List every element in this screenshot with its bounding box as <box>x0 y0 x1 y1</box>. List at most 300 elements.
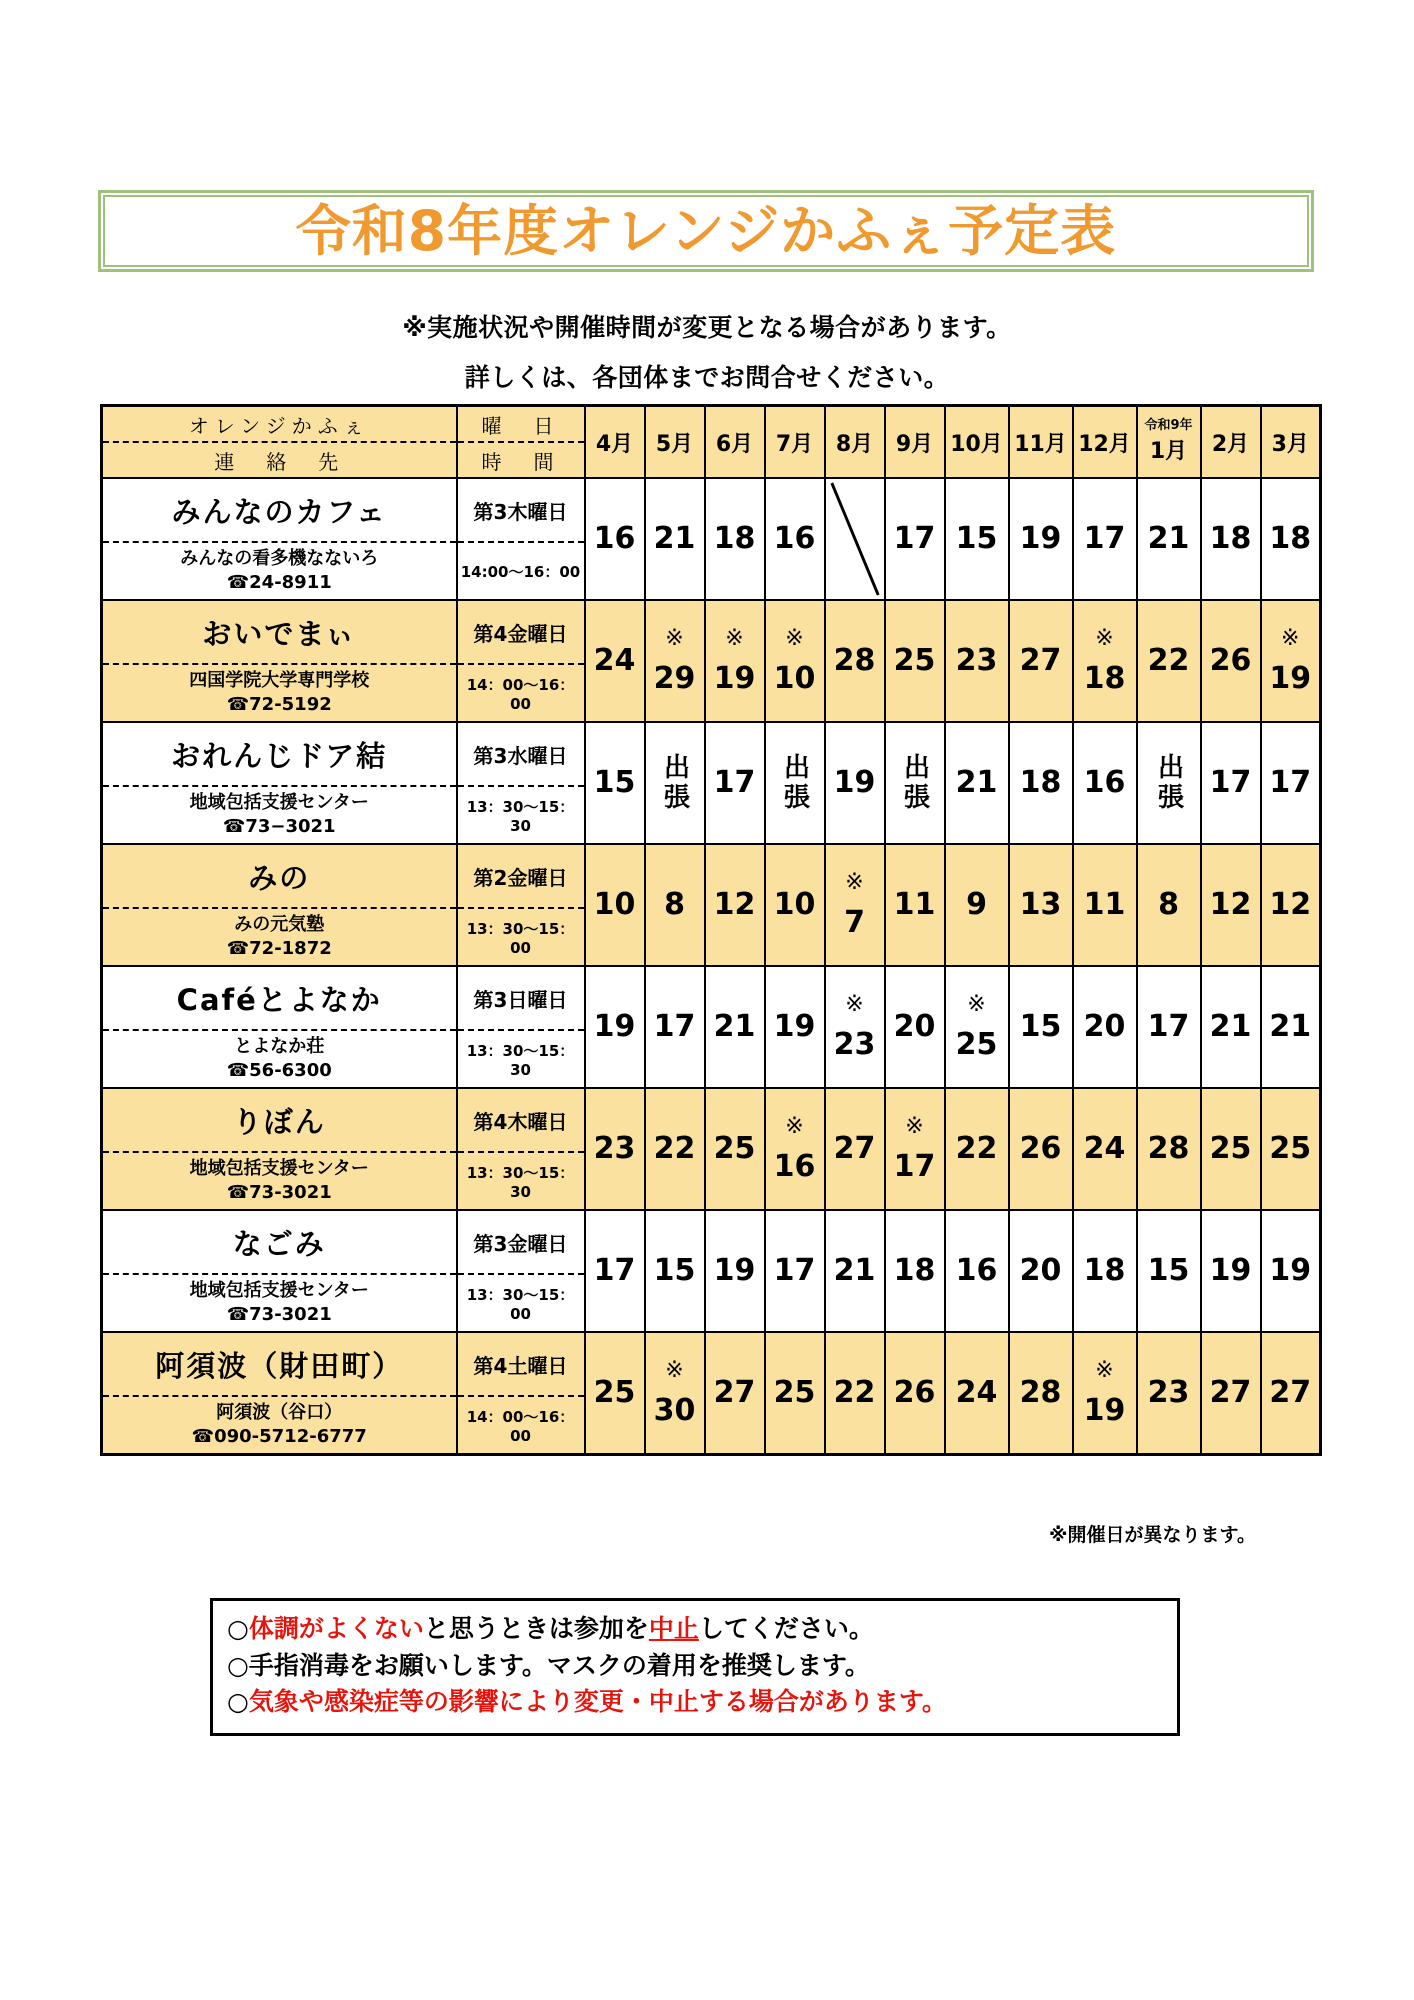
date-cell-content <box>946 967 1008 1087</box>
cell-dayofweek-time <box>457 478 585 600</box>
cell-date-month-9 <box>1073 844 1137 966</box>
date-cell-content <box>706 967 764 1087</box>
cell-date-month-12 <box>1261 1088 1321 1210</box>
date-cell-content <box>1262 723 1320 843</box>
date-number: 26 <box>1209 643 1252 678</box>
date-cell-content <box>646 1333 704 1453</box>
cell-date-month-9 <box>1073 1210 1137 1332</box>
header-month-4: 7月 <box>765 406 825 479</box>
cell-date-month-12 <box>1261 1332 1321 1455</box>
cell-date-month-9 <box>1073 966 1137 1088</box>
date-cell-content <box>706 1211 764 1331</box>
date-number: 22 <box>833 1375 876 1410</box>
date-cell-content <box>1138 845 1200 965</box>
table-footnote: ※開催日が異なります。 <box>1049 1524 1256 1546</box>
cell-date-month-12 <box>1261 478 1321 600</box>
date-cell-content <box>766 479 824 599</box>
cell-date-month-9 <box>1073 478 1137 600</box>
date-number: 27 <box>1269 1375 1312 1410</box>
cell-date-month-2 <box>645 1088 705 1210</box>
header-dayofweek: 曜 日 <box>458 407 584 443</box>
date-number: 16 <box>593 521 636 556</box>
header-month-8: 11月 <box>1009 406 1073 479</box>
cell-date-month-1 <box>585 1088 645 1210</box>
notice-text-segment: ○手指消毒をお願いします。マスクの着用を推奨します。 <box>227 1650 870 1680</box>
time-value: 13：30〜15：00 <box>466 919 575 957</box>
date-vertical-text: 出張 <box>1153 753 1184 813</box>
date-cell-content <box>646 723 704 843</box>
date-number: 13 <box>1019 887 1062 922</box>
cell-date-month-11 <box>1201 966 1261 1088</box>
date-cell-content <box>706 845 764 965</box>
header-month-3: 6月 <box>705 406 765 479</box>
cell-date-month-11 <box>1201 1088 1261 1210</box>
date-cell-content <box>826 1089 884 1209</box>
cell-date-month-10 <box>1137 1088 1201 1210</box>
dayofweek-value: 第4土曜日 <box>458 1333 584 1397</box>
date-cell-content <box>886 1089 944 1209</box>
organization-phone: ☎72-5192 <box>226 694 332 716</box>
cell-dayofweek-time <box>457 844 585 966</box>
dayofweek-value: 第4金曜日 <box>458 601 584 665</box>
date-number: 28 <box>833 643 876 678</box>
organization-phone: ☎73-3021 <box>226 1182 332 1204</box>
cell-date-month-7 <box>945 1332 1009 1455</box>
notice-line-3 <box>227 1684 1163 1721</box>
date-cell-content <box>586 601 644 721</box>
date-cell-content <box>1010 845 1072 965</box>
date-number: 24 <box>593 643 636 678</box>
time-value: 14：00〜16：00 <box>466 1407 575 1445</box>
schedule-table <box>100 404 1322 1456</box>
notice-line-2 <box>227 1648 1163 1685</box>
table-row <box>102 600 1321 722</box>
date-cell-content <box>1074 1211 1136 1331</box>
cell-dayofweek-time <box>457 1088 585 1210</box>
dayofweek-value: 第4木曜日 <box>458 1089 584 1153</box>
date-number: 21 <box>1147 521 1190 556</box>
cell-date-month-3 <box>705 722 765 844</box>
time-value: 13：30〜15：30 <box>466 1163 575 1201</box>
date-number: 17 <box>893 1148 936 1184</box>
date-cell-content <box>1202 1211 1260 1331</box>
cell-date-month-11 <box>1201 600 1261 722</box>
cell-date-month-5 <box>825 722 885 844</box>
date-cell-content <box>886 845 944 965</box>
date-number: 16 <box>773 521 816 556</box>
organization-place: 阿須波（谷口） <box>216 1402 343 1424</box>
cell-date-month-12 <box>1261 600 1321 722</box>
cell-date-month-12 <box>1261 966 1321 1088</box>
date-number: 18 <box>713 521 756 556</box>
subnote-line-1: ※実施状況や開催時間が変更となる場合があります。 <box>402 313 1012 342</box>
date-cell-content <box>946 1211 1008 1331</box>
date-number: 27 <box>1209 1375 1252 1410</box>
organization-place: 四国学院大学専門学校 <box>189 670 370 692</box>
cell-date-month-1 <box>585 722 645 844</box>
cell-date-month-7 <box>945 600 1009 722</box>
organization-place: 地域包括支援センター <box>189 1158 369 1180</box>
date-cell-content <box>766 967 824 1087</box>
date-number: 21 <box>713 1009 756 1044</box>
header-month-1: 4月 <box>585 406 645 479</box>
cell-date-month-6 <box>885 1332 945 1455</box>
cell-date-month-6 <box>885 966 945 1088</box>
date-cell-content <box>1074 723 1136 843</box>
date-number: 28 <box>1147 1131 1190 1166</box>
date-number: 17 <box>773 1253 816 1288</box>
date-cell-content <box>1262 1333 1320 1453</box>
header-month-10: 令和9年 1月 <box>1137 406 1201 479</box>
date-cell-content <box>766 845 824 965</box>
different-date-marker-icon: ※ <box>845 992 864 1018</box>
date-number: 11 <box>1083 887 1126 922</box>
organization-phone: ☎090-5712-6777 <box>191 1426 367 1448</box>
date-cell-content <box>1074 845 1136 965</box>
date-number: 25 <box>955 1026 998 1062</box>
cell-date-month-7 <box>945 966 1009 1088</box>
cell-date-month-4 <box>765 844 825 966</box>
date-number: 25 <box>1209 1131 1252 1166</box>
cell-date-month-8 <box>1009 478 1073 600</box>
cell-date-month-1 <box>585 1332 645 1455</box>
cell-date-month-9 <box>1073 1332 1137 1455</box>
organization-phone: ☎56-6300 <box>226 1060 332 1082</box>
cell-date-month-2 <box>645 966 705 1088</box>
cell-date-month-10 <box>1137 966 1201 1088</box>
date-number: 17 <box>1269 765 1312 800</box>
different-date-marker-icon: ※ <box>905 1114 924 1140</box>
date-number: 25 <box>893 643 936 678</box>
cell-dayofweek-time <box>457 600 585 722</box>
date-number: 25 <box>773 1375 816 1410</box>
date-number: 20 <box>1019 1253 1062 1288</box>
subnote-line-2: 詳しくは、各団体までお問合せください。 <box>464 363 950 392</box>
cell-date-month-6 <box>885 478 945 600</box>
date-number: 16 <box>955 1253 998 1288</box>
header-cell-organization <box>102 406 457 479</box>
header-month-9: 12月 <box>1073 406 1137 479</box>
date-cell-content <box>1138 1211 1200 1331</box>
date-cell-content <box>1262 1089 1320 1209</box>
organization-name: 阿須波（財田町） <box>103 1333 456 1397</box>
dayofweek-value: 第3日曜日 <box>458 967 584 1031</box>
cell-organization <box>102 600 457 722</box>
date-number: 19 <box>1083 1392 1126 1428</box>
header-month-11: 2月 <box>1201 406 1261 479</box>
date-number: 18 <box>1019 765 1062 800</box>
organization-place: 地域包括支援センター <box>189 1280 369 1302</box>
date-cell-content <box>1010 1211 1072 1331</box>
table-row <box>102 1210 1321 1332</box>
date-number: 21 <box>653 521 696 556</box>
dayofweek-value: 第3金曜日 <box>458 1211 584 1275</box>
date-cell-content <box>646 601 704 721</box>
date-number: 17 <box>593 1253 636 1288</box>
date-number: 24 <box>955 1375 998 1410</box>
different-date-marker-icon: ※ <box>1281 626 1300 652</box>
organization-place: みの元気塾 <box>234 914 325 936</box>
date-number: 25 <box>593 1375 636 1410</box>
cell-date-month-11 <box>1201 1332 1261 1455</box>
date-number: 19 <box>1269 660 1312 696</box>
date-cell-content <box>706 723 764 843</box>
date-cell-content <box>646 1211 704 1331</box>
date-number: 23 <box>1147 1375 1190 1410</box>
date-cell-content <box>1010 479 1072 599</box>
cell-date-month-5 <box>825 844 885 966</box>
date-cell-content <box>1138 1089 1200 1209</box>
table-row <box>102 1088 1321 1210</box>
cell-organization <box>102 478 457 600</box>
date-cell-content <box>1010 723 1072 843</box>
date-number: 22 <box>1147 643 1190 678</box>
table-row <box>102 1332 1321 1455</box>
table-row <box>102 478 1321 600</box>
cell-date-month-5 <box>825 1332 885 1455</box>
cell-date-month-7 <box>945 1210 1009 1332</box>
time-value: 14：00〜16：00 <box>466 675 575 713</box>
cell-date-month-3 <box>705 478 765 600</box>
cell-organization <box>102 1210 457 1332</box>
cell-date-month-10 <box>1137 1332 1201 1455</box>
date-number: 25 <box>713 1131 756 1166</box>
date-number: 20 <box>1083 1009 1126 1044</box>
cell-date-month-11 <box>1201 1210 1261 1332</box>
date-cell-content <box>886 479 944 599</box>
cell-date-month-7 <box>945 844 1009 966</box>
no-event-slash-icon <box>826 479 884 599</box>
date-cell-content <box>946 1333 1008 1453</box>
cell-organization <box>102 1088 457 1210</box>
date-cell-content <box>946 723 1008 843</box>
header-month-12: 3月 <box>1261 406 1321 479</box>
header-month-2: 5月 <box>645 406 705 479</box>
dayofweek-value: 第3水曜日 <box>458 723 584 787</box>
date-cell-content <box>706 1333 764 1453</box>
notice-text-segment: ○ <box>227 1614 249 1643</box>
header-month-6: 9月 <box>885 406 945 479</box>
date-cell-content <box>706 601 764 721</box>
cell-date-month-10 <box>1137 478 1201 600</box>
organization-place: みんなの看多機なないろ <box>180 548 379 570</box>
cell-dayofweek-time <box>457 966 585 1088</box>
cell-date-month-2 <box>645 1210 705 1332</box>
date-cell-content <box>586 967 644 1087</box>
date-number: 15 <box>1019 1009 1062 1044</box>
cell-date-month-10 <box>1137 722 1201 844</box>
date-number: 20 <box>893 1009 936 1044</box>
date-number: 23 <box>593 1131 636 1166</box>
cell-date-month-3 <box>705 966 765 1088</box>
date-cell-content <box>886 1333 944 1453</box>
organization-name: おれんじドア結 <box>103 723 456 787</box>
cell-date-month-3 <box>705 1088 765 1210</box>
cell-date-month-6 <box>885 844 945 966</box>
date-cell-content <box>826 1333 884 1453</box>
date-number: 26 <box>893 1375 936 1410</box>
date-number: 24 <box>1083 1131 1126 1166</box>
date-number: 17 <box>1083 521 1126 556</box>
table-header-row <box>102 406 1321 479</box>
date-cell-content <box>586 723 644 843</box>
date-number: 25 <box>1269 1131 1312 1166</box>
cell-date-month-6 <box>885 1210 945 1332</box>
date-number: 12 <box>1269 887 1312 922</box>
date-number: 22 <box>653 1131 696 1166</box>
cell-date-none-slash <box>825 478 885 600</box>
cell-organization <box>102 844 457 966</box>
different-date-marker-icon: ※ <box>785 626 804 652</box>
cell-date-month-6 <box>885 1088 945 1210</box>
organization-phone: ☎24-8911 <box>226 572 332 594</box>
date-number: 17 <box>653 1009 696 1044</box>
date-number: 17 <box>893 521 936 556</box>
cell-date-month-1 <box>585 600 645 722</box>
cell-date-month-11 <box>1201 844 1261 966</box>
page-title: 令和8年度オレンジかふぇ予定表 <box>295 198 1117 263</box>
cell-date-month-5 <box>825 966 885 1088</box>
cell-date-month-6 <box>885 722 945 844</box>
date-number: 12 <box>713 887 756 922</box>
date-number: 22 <box>955 1131 998 1166</box>
organization-phone: ☎73-3021 <box>226 1304 332 1326</box>
date-number: 19 <box>1019 521 1062 556</box>
date-cell-content <box>1202 1089 1260 1209</box>
header-org-title: オレンジかふぇ <box>103 407 456 443</box>
date-cell-content <box>646 1089 704 1209</box>
time-value: 13：30〜15：00 <box>466 1285 575 1323</box>
date-cell-content <box>826 723 884 843</box>
date-vertical-text: 出張 <box>899 753 930 813</box>
cell-date-month-5 <box>825 1088 885 1210</box>
organization-phone: ☎73−3021 <box>222 816 336 838</box>
cell-date-month-12 <box>1261 722 1321 844</box>
cell-date-month-8 <box>1009 1210 1073 1332</box>
date-cell-content <box>1202 479 1260 599</box>
date-number: 18 <box>1269 521 1312 556</box>
cell-date-month-8 <box>1009 1088 1073 1210</box>
date-cell-content <box>946 479 1008 599</box>
table-row <box>102 722 1321 844</box>
date-number: 10 <box>773 887 816 922</box>
date-number: 19 <box>833 765 876 800</box>
header-cell-dayofweek-time <box>457 406 585 479</box>
date-cell-content <box>886 1211 944 1331</box>
date-cell-content <box>886 601 944 721</box>
different-date-marker-icon: ※ <box>1095 1358 1114 1384</box>
cell-date-month-4 <box>765 1088 825 1210</box>
date-number: 17 <box>1147 1009 1190 1044</box>
date-cell-content <box>766 1089 824 1209</box>
date-cell-content <box>1138 479 1200 599</box>
organization-place: 地域包括支援センター <box>189 792 369 814</box>
organization-name: みの <box>103 845 456 909</box>
different-date-marker-icon: ※ <box>967 992 986 1018</box>
date-number: 19 <box>713 660 756 696</box>
date-number: 19 <box>1209 1253 1252 1288</box>
date-cell-content <box>766 1333 824 1453</box>
cell-date-month-1 <box>585 478 645 600</box>
notice-text-segment: 中止 <box>648 1614 699 1643</box>
cell-date-month-1 <box>585 966 645 1088</box>
date-cell-content <box>826 1211 884 1331</box>
date-cell-content <box>946 1089 1008 1209</box>
notice-text-segment: ○ <box>227 1687 249 1716</box>
date-number: 16 <box>773 1148 816 1184</box>
date-cell-content <box>766 723 824 843</box>
cell-date-month-3 <box>705 600 765 722</box>
time-value: 13：30〜15：30 <box>466 1041 575 1079</box>
date-number: 15 <box>593 765 636 800</box>
cell-date-month-2 <box>645 1332 705 1455</box>
table-row <box>102 844 1321 966</box>
date-cell-content <box>826 845 884 965</box>
date-number: 10 <box>593 887 636 922</box>
table-row <box>102 966 1321 1088</box>
organization-name: なごみ <box>103 1211 456 1275</box>
date-number: 18 <box>1083 660 1126 696</box>
date-cell-content <box>586 1089 644 1209</box>
date-cell-content <box>706 1089 764 1209</box>
title-banner-inner <box>103 195 1309 267</box>
notice-text-segment: してください。 <box>698 1614 874 1643</box>
date-number: 27 <box>833 1131 876 1166</box>
date-number: 26 <box>1019 1131 1062 1166</box>
different-date-marker-icon: ※ <box>845 870 864 896</box>
date-cell-content <box>1074 479 1136 599</box>
cell-date-month-4 <box>765 1210 825 1332</box>
cell-dayofweek-time <box>457 1332 585 1455</box>
date-cell-content <box>826 601 884 721</box>
notice-text-segment: 気象や感染症等の影響により変更・中止する場合があります。 <box>248 1687 947 1716</box>
date-cell-content <box>1262 1211 1320 1331</box>
date-cell-content <box>706 479 764 599</box>
date-number: 17 <box>713 765 756 800</box>
organization-name: Caféとよなか <box>103 967 456 1031</box>
date-number: 10 <box>773 660 816 696</box>
cell-date-month-2 <box>645 722 705 844</box>
date-number: 19 <box>1269 1253 1312 1288</box>
date-number: 7 <box>844 904 865 940</box>
date-cell-content <box>1010 601 1072 721</box>
cell-date-month-6 <box>885 600 945 722</box>
date-cell-content <box>1074 601 1136 721</box>
cell-date-month-3 <box>705 844 765 966</box>
header-time: 時 間 <box>481 449 560 474</box>
date-number: 30 <box>653 1392 696 1428</box>
different-date-marker-icon: ※ <box>725 626 744 652</box>
cell-date-month-8 <box>1009 844 1073 966</box>
date-cell-content <box>946 601 1008 721</box>
cell-date-month-3 <box>705 1332 765 1455</box>
title-banner <box>98 190 1314 272</box>
date-cell-content <box>1202 601 1260 721</box>
header-reiwa-year-label: 令和9年 <box>1144 418 1193 434</box>
notice-box <box>210 1598 1180 1736</box>
date-number: 19 <box>773 1009 816 1044</box>
notice-text-segment: と思うときは参加を <box>423 1614 649 1643</box>
date-cell-content <box>1138 601 1200 721</box>
date-number: 15 <box>653 1253 696 1288</box>
organization-phone: ☎72-1872 <box>226 938 332 960</box>
date-cell-content <box>766 1211 824 1331</box>
cell-date-month-1 <box>585 1210 645 1332</box>
date-number: 18 <box>1083 1253 1126 1288</box>
cell-date-month-8 <box>1009 966 1073 1088</box>
header-month-5: 8月 <box>825 406 885 479</box>
cell-date-month-11 <box>1201 722 1261 844</box>
